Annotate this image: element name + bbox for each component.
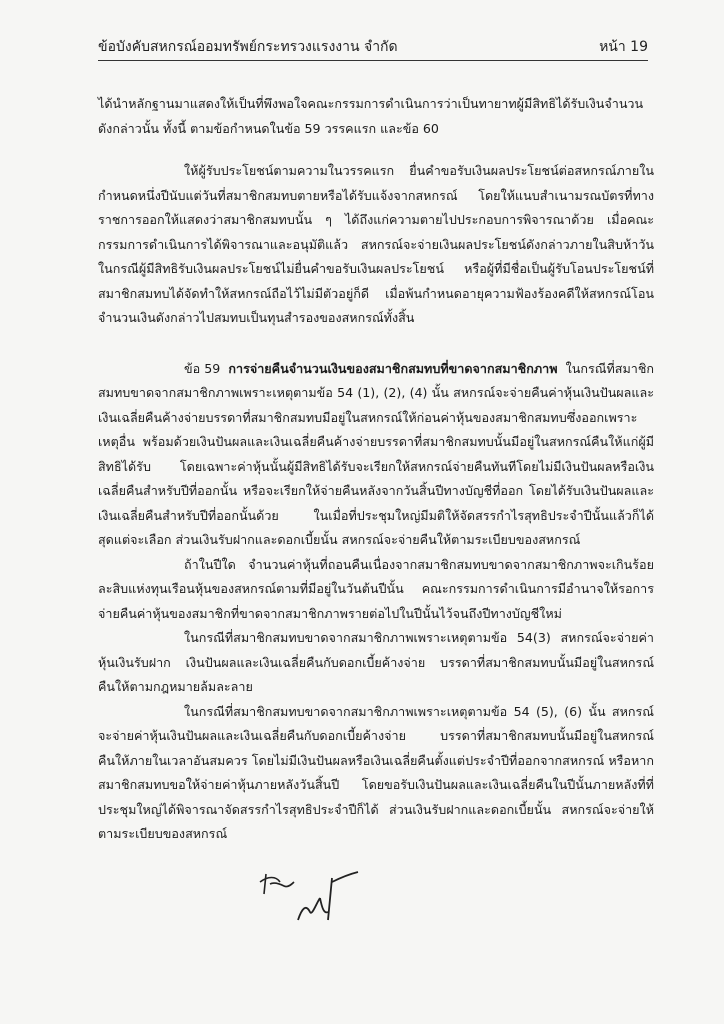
section-heading: การจ่ายคืนจำนวนเงินของสมาชิกสมทบที่ขาดจากสมาชิกภาพ	[228, 360, 558, 376]
section-59-text: ในกรณีที่สมาชิกสมทบขาดจากสมาชิกภาพเพราะเหตุตามข้อ 54 (1), (2), (4) นั้น สหกรณ์จะจ่ายคืนค่าหุ้นเงินปันผลและเงินเฉลี่ยคืนค้างจ่ายบรรดาที่สมาชิกสมทบมีอยู่ในสหกรณ์ให้ก่อนค่าหุ้นของสมาชิกสมทบซึ่งออกเพราะเหตุอื่น พร้อมด้วยเงินปันผลและเงินเฉลี่ยคืนค้างจ่ายบรรดาที่สมาชิกสมทบนั้นมีอยู่ในสหกรณ์คืนให้แก่ผู้มีสิทธิได้รับ โดยเฉพาะค่าหุ้นนั้นผู้มีสิทธิได้รับจะเรียกให้สหกรณ์จ่ายคืนทันทีโดยไม่มีเงินปันผลหรือเงินเฉลี่ยคืนสำหรับปีที่ออกนั้น หรือจะเรียกให้จ่ายคืนหลังจากวันสิ้นปีทางบัญชีที่ออก โดยได้รับเงินปันผลและเงินเฉลี่ยคืนสำหรับปีที่ออกนั้นด้วย ในเมื่อที่ประชุมใหญ่มีมติให้จัดสรรกำไรสุทธิประจำปีนั้นแล้วก็ได้ สุดแต่จะเลือก ส่วนเงินรับฝากและดอกเบี้ยนั้น สหกรณ์จะจ่ายคืนให้ตามระเบียบของสหกรณ์	[98, 360, 655, 547]
paragraph-1: ได้นำหลักฐานมาแสดงให้เป็นที่พึงพอใจคณะกรรมการดำเนินการว่าเป็นทายาทผู้มีสิทธิได้รับเงินจำนวนดังกล่าวนั้น ทั้งนี้ ตามข้อกำหนดในข้อ 59 วรรคแรก และข้อ 60	[98, 96, 644, 136]
paragraph-2: ให้ผู้รับประโยชน์ตามความในวรรคแรก ยื่นคำขอรับเงินผลประโยชน์ต่อสหกรณ์ภายในกำหนดหนึ่งปีนับแต่วันที่สมาชิกสมทบตายหรือได้รับแจ้งจากสหกรณ์ โดยให้แนบสำเนามรณบัตรที่ทางราชการออกให้แสดงว่าสมาชิกสมทบนั้น ๆ ได้ถึงแก่ความตายไปประกอบการพิจารณาด้วย เมื่อคณะกรรมการดำเนินการได้พิจารณาและอนุมัติแล้ว สหกรณ์จะจ่ายเงินผลประโยชน์ดังกล่าวภายในสิบห้าวัน ในกรณีผู้มีสิทธิรับเงินผลประโยชน์ไม่ยื่นคำขอรับเงินผลประโยชน์ หรือผู้ที่มีชื่อเป็นผู้รับโอนประโยชน์ที่สมาชิกสมทบได้จัดทำให้สหกรณ์ถือไว้ไม่มีตัวอยู่ก็ดี เมื่อพ้นกำหนดอายุความฟ้องร้องคดีให้สหกรณ์โอนจำนวนเงินดังกล่าวไปสมทบเป็นทุนสำรองของสหกรณ์ทั้งสิ้น	[98, 163, 654, 325]
page-number: หน้า 19	[599, 39, 648, 55]
document-title: ข้อบังคับสหกรณ์ออมทรัพย์กระทรวงแรงงาน จำกัด	[98, 39, 398, 55]
paragraph-6: ในกรณีที่สมาชิกสมทบขาดจากสมาชิกภาพเพราะเหตุตามข้อ 54 (5), (6) นั้น สหกรณ์จะจ่ายค่าหุ้นเงินปันผลและเงินเฉลี่ยคืนกับดอกเบี้ยค้างจ่าย บรรดาที่สมาชิกสมทบนั้นมีอยู่ในสหกรณ์คืนให้ภายในเวลาอันสมควร โดยไม่มีเงินปันผลหรือเงินเฉลี่ยคืนตั้งแต่ประจำปีที่ออกจากสหกรณ์ หรือหากสมาชิกสมทบขอให้จ่ายค่าหุ้นภายหลังวันสิ้นปี โดยขอรับเงินปันผลและเงินเฉลี่ยคืนในปีนั้นภายหลังที่ที่ประชุมใหญ่ได้พิจารณาจัดสรรกำไรสุทธิประจำปีก็ได้ ส่วนเงินรับฝากและดอกเบี้ยนั้น สหกรณ์จะจ่ายให้ตามระเบียบของสหกรณ์	[98, 703, 654, 841]
section-59-paragraph	[98, 357, 654, 553]
paragraph-5: ในกรณีที่สมาชิกสมทบขาดจากสมาชิกภาพเพราะเหตุตามข้อ 54(3) สหกรณ์จะจ่ายค่าหุ้นเงินรับฝาก เงินปันผลและเงินเฉลี่ยคืนกับดอกเบี้ยค้างจ่าย บรรดาที่สมาชิกสมทบนั้นมีอยู่ในสหกรณ์คืนให้ตามกฎหมายล้มละลาย	[98, 630, 654, 694]
header-rule	[98, 60, 648, 61]
handwritten-signature	[258, 868, 368, 928]
page-header	[98, 32, 648, 62]
paragraph-4: ถ้าในปีใด จำนวนค่าหุ้นที่ถอนคืนเนื่องจากสมาชิกสมทบขาดจากสมาชิกภาพจะเกินร้อยละสิบแห่งทุนเรือนหุ้นของสหกรณ์ตามที่มีอยู่ในวันต้นปีนั้น คณะกรรมการดำเนินการมีอำนาจให้รอการจ่ายคืนค่าหุ้นของสมาชิกที่ขาดจากสมาชิกภาพรายต่อไปในปีนั้นไว้จนถึงปีทางบัญชีใหม่	[98, 556, 654, 621]
document-body	[98, 92, 654, 847]
section-number: ข้อ 59	[184, 360, 221, 376]
